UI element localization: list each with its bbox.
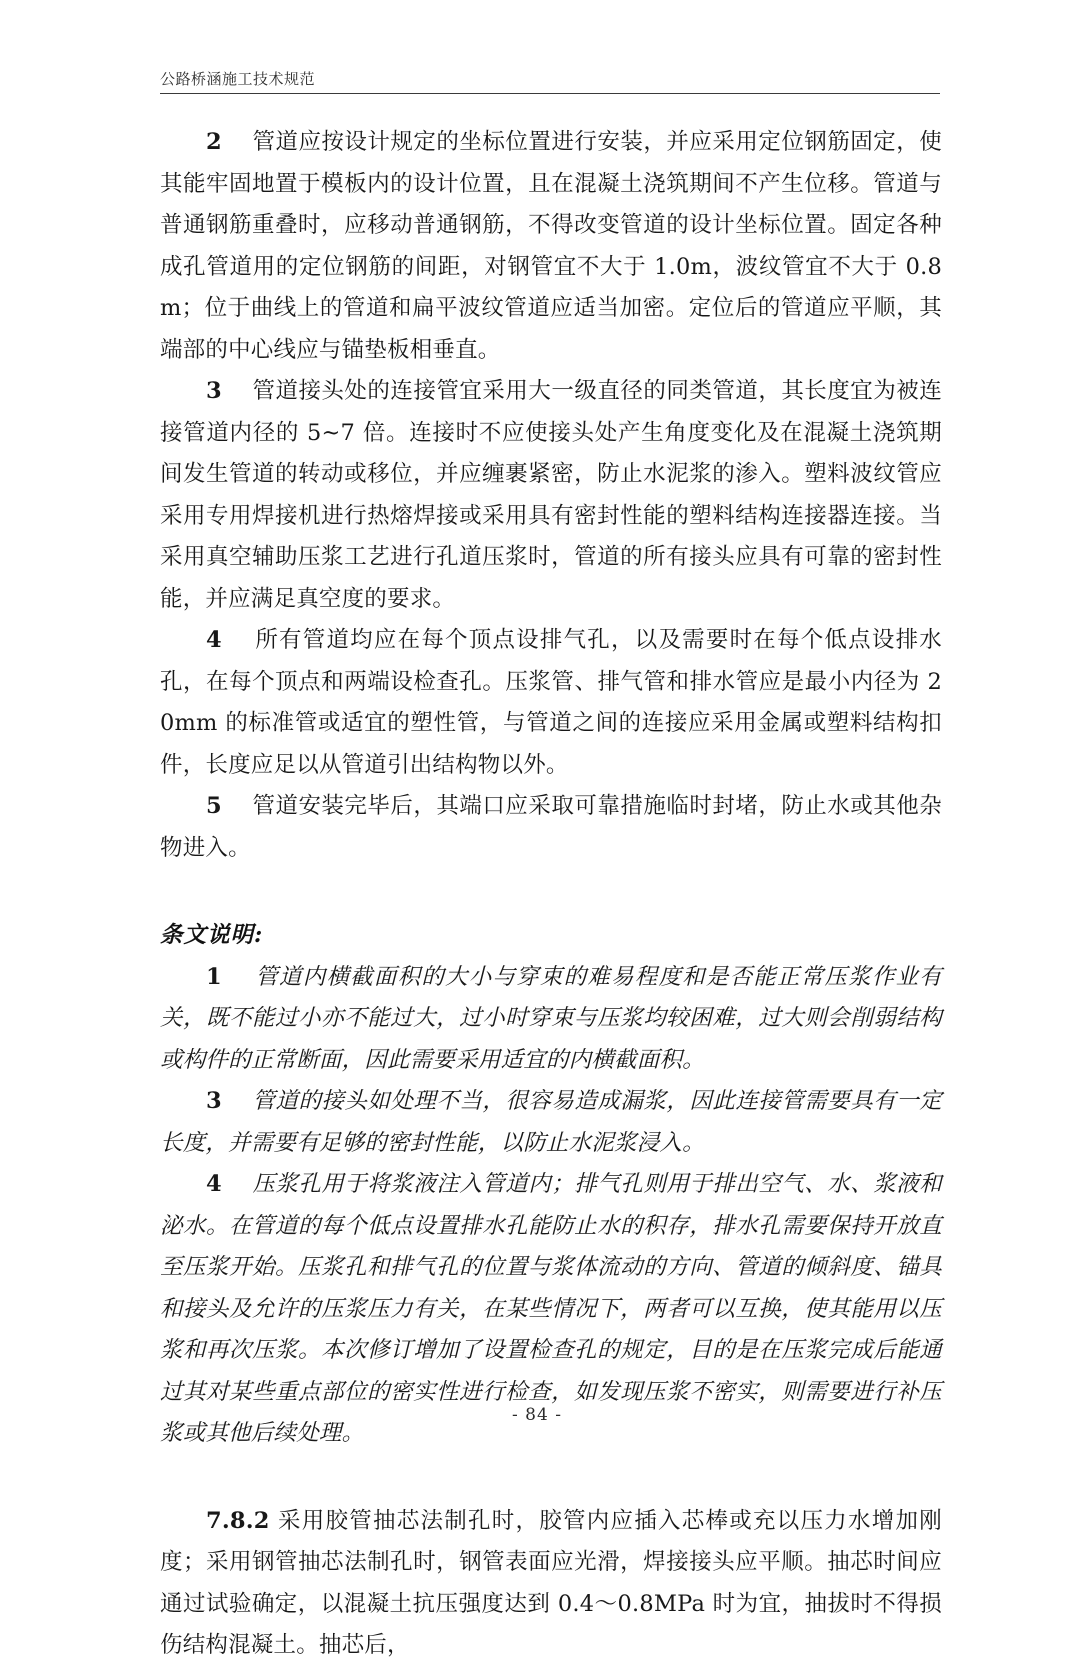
clause-text: 管道应按设计规定的坐标位置进行安装，并应采用定位钢筋固定，使其能牢固地置于模板内的设计位置，且在混凝土浇筑期间不产生位移。管道与普通钢筋重叠时，应移动普通钢筋，不得改变管道的设计坐标位置。固定各种成孔管道用的定位钢筋的间距，对钢管宜不大于 1.0m，波纹管宜不大于 0.8m；位于曲线上的管道和扁平波纹管道应适当加密。定位后的管道应平顺，其端部的中心线应与锚垫板相垂直。	[160, 129, 942, 363]
clause-text: 管道接头处的连接管宜采用大一级直径的同类管道，其长度宜为被连接管道内径的 5~7 倍。连接时不应使接头处产生角度变化及在混凝土浇筑期间发生管道的转动或移位，并应缠裹紧密，防止水泥浆的渗入。塑料波纹管应采用专用焊接机进行热熔焊接或采用具有密封性能的塑料结构连接器连接。当采用真空辅助压浆工艺进行孔道压浆时，管道的所有接头应具有可靠的密封性能，并应满足真空度的要求。	[160, 378, 942, 612]
next-clause-text: 采用胶管抽芯法制孔时，胶管内应插入芯棒或充以压力水增加刚度；采用钢管抽芯法制孔时，钢管表面应光滑，焊接接头应平顺。抽芯时间应通过试验确定，以混凝土抗压强度达到 0.4～0.8MPa 时为宜，抽拔时不得损伤结构混凝土。抽芯后，	[160, 1507, 942, 1658]
page-number: - 84 -	[512, 1405, 562, 1425]
explanation-text: 压浆孔用于将浆液注入管道内；排气孔则用于排出空气、水、浆液和泌水。在管道的每个低点设置排水孔能防止水的积存，排水孔需要保持开放直至压浆开始。压浆孔和排气孔的位置与浆体流动的方向、管道的倾斜度、锚具和接头及允许的压浆压力有关，在某些情况下，两者可以互换，使其能用以压浆和再次压浆。本次修订增加了设置检查孔的规定，目的是在压浆完成后能通过其对某些重点部位的密实性进行检查，如发现压浆不密实，则需要进行补压浆或其他后续处理。	[160, 1171, 942, 1446]
clause-number: 5	[206, 793, 222, 819]
page-header	[160, 68, 940, 94]
clause-number: 2	[206, 129, 222, 155]
page-footer	[0, 1405, 1074, 1425]
clause-text: 所有管道均应在每个顶点设排气孔，以及需要时在每个低点设排水孔，在每个顶点和两端设检查孔。压浆管、排气管和排水管应是最小内径为 20mm 的标准管或适宜的塑性管，与管道之间的连接应采用金属或塑料结构扣件，长度应足以从管道引出结构物以外。	[160, 627, 942, 778]
clause-number: 3	[206, 378, 222, 404]
clause-paragraph	[160, 620, 942, 786]
spacer	[160, 869, 942, 915]
explanation-heading: 条文说明:	[160, 922, 264, 948]
explanation-paragraph	[160, 957, 942, 1082]
explanation-paragraph	[160, 1081, 942, 1164]
explanation-number: 4	[206, 1171, 222, 1197]
clause-number: 4	[206, 627, 222, 653]
next-clause-paragraph	[160, 1501, 942, 1667]
header-divider	[160, 93, 940, 94]
spacer	[160, 1455, 942, 1501]
next-clause-number: 7.8.2	[206, 1507, 270, 1534]
explanation-number: 1	[206, 963, 222, 990]
header-title: 公路桥涵施工技术规范	[160, 70, 316, 88]
clause-paragraph	[160, 371, 942, 620]
explanation-number: 3	[206, 1088, 222, 1114]
page-content	[160, 122, 942, 1667]
clause-paragraph	[160, 786, 942, 869]
explanation-text: 管道内横截面积的大小与穿束的难易程度和是否能正常压浆作业有关，既不能过小亦不能过大，过小时穿束与压浆均较困难，过大则会削弱结构或构件的正常断面，因此需要采用适宜的内横截面积。	[160, 963, 942, 1073]
clause-text: 管道安装完毕后，其端口应采取可靠措施临时封堵，防止水或其他杂物进入。	[160, 793, 942, 861]
clause-paragraph	[160, 122, 942, 371]
explanation-text: 管道的接头如处理不当，很容易造成漏浆，因此连接管需要具有一定长度，并需要有足够的密封性能，以防止水泥浆浸入。	[160, 1088, 942, 1156]
